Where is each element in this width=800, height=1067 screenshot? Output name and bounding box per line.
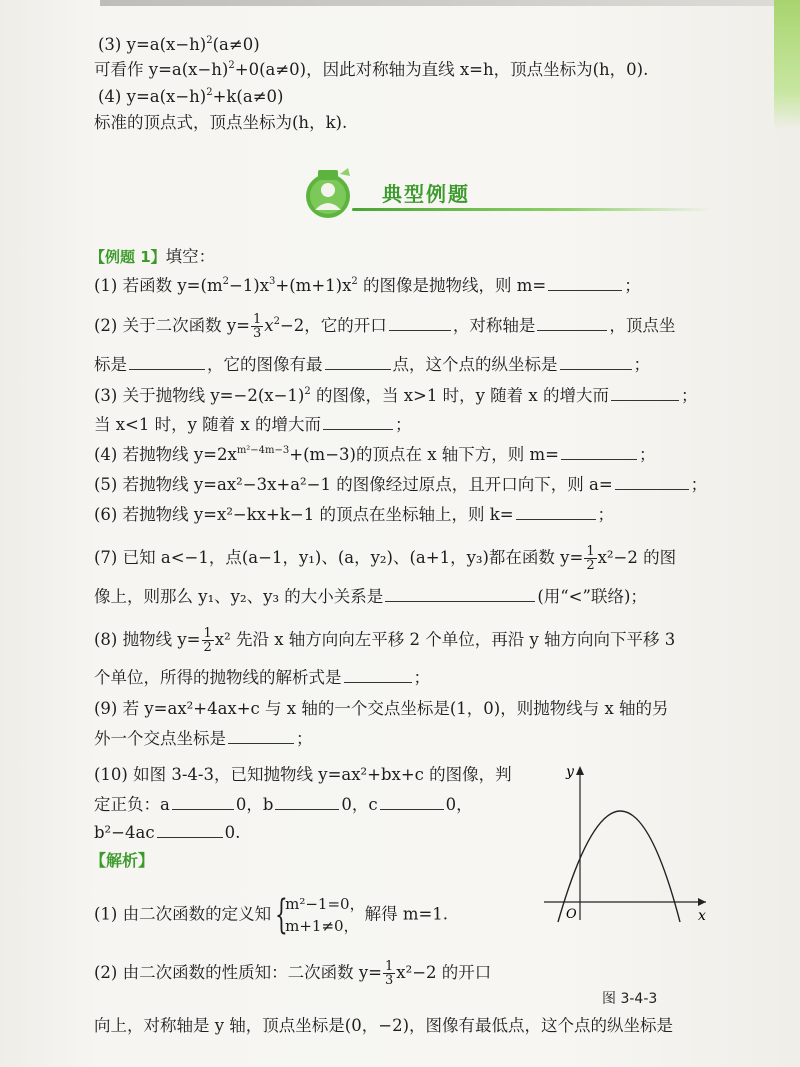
answer-blank[interactable] (344, 666, 412, 683)
question-10c: b²−4ac 0. (94, 823, 241, 842)
fraction: $\frac{1}{3}$ (385, 959, 394, 988)
question-7b: 像上，则那么 y₁、y₂、y₃ 的大小关系是 (用“<”联络)； (94, 587, 647, 606)
answer-blank[interactable] (537, 314, 607, 331)
question-9: (9) 若 y=ax²+4ax+c 与 x 轴的一个交点坐标是(1，0)，则抛物线与 x 轴的另 (94, 699, 669, 718)
answer-blank[interactable] (389, 314, 451, 331)
example-tag: 【例题 1】 (90, 248, 166, 266)
y-axis-label: y (566, 764, 574, 780)
answer-blank[interactable] (548, 274, 622, 291)
answer-blank[interactable] (129, 353, 205, 370)
question-7: (7) 已知 a<−1，点(a−1，y₁)、(a，y₂)、(a+1，y₃)都在函数 y= $\frac{1}{2}$ x²−2 的图 (94, 544, 677, 573)
question-8: (8) 抛物线 y= $\frac{1}{2}$ x² 先沿 x 轴方向向左平移 2 个单位，再沿 y 轴方向向下平移 3 (94, 626, 676, 655)
intro-line-3b: 可看作 $y=a(x-h)^2+0(a\ne 0)$，因此对称轴为直线 x=h，顶点坐标为(h，0). (94, 60, 649, 79)
parabola-curve (558, 811, 680, 922)
intro-line-4b: 标准的顶点式，顶点坐标为(h，k). (94, 113, 348, 132)
answer-blank[interactable] (561, 443, 637, 460)
question-10b: 定正负：a 0，b 0，c 0， (94, 795, 473, 814)
green-page-edge (774, 0, 800, 130)
question-1: (1) 若函数 $y=(m^2-1)x^3+(m+1)x^2$ 的图像是抛物线，则 m= ； (94, 276, 641, 295)
teacher-icon (300, 166, 358, 222)
fraction: $\frac{1}{3}$ (253, 312, 262, 341)
answer-blank[interactable] (385, 585, 535, 602)
section-rule (352, 208, 712, 211)
question-3: (3) 关于抛物线 $y=-2(x-1)^2$ 的图像，当 x>1 时，y 随着 x 的增大而 ； (94, 386, 698, 405)
answer-blank[interactable] (380, 793, 444, 810)
intro-line-4: (4) $y=a(x-h)^2+k(a\ne 0)$ (98, 87, 284, 106)
answer-blank[interactable] (275, 793, 339, 810)
question-2b: 标是 ，它的图像有最 点，这个点的纵坐标是 ； (94, 355, 650, 374)
y-axis-arrow (576, 766, 584, 775)
analysis-2: (2) 由二次函数的性质知：二次函数 y= $\frac{1}{3}$ x²−2 的开口 (94, 959, 492, 988)
question-6: (6) 若抛物线 y=x²−kx+k−1 的顶点在坐标轴上，则 k= ； (94, 505, 615, 524)
answer-blank[interactable] (325, 353, 391, 370)
parabola-figure (536, 760, 716, 925)
question-2: (2) 关于二次函数 y= $\frac{1}{3}$ $x^2-2$，它的开口 ，对称轴是 ，顶点坐 (94, 312, 676, 341)
equation-system: { m²−1=0， m+1≠0， (275, 892, 365, 938)
question-3b: 当 x<1 时，y 随着 x 的增大而 ； (94, 415, 412, 434)
question-10: (10) 如图 3-4-3，已知抛物线 y=ax²+bx+c 的图像，判 (94, 765, 512, 784)
answer-blank[interactable] (615, 473, 689, 490)
answer-blank[interactable] (172, 793, 234, 810)
section-header (300, 166, 720, 222)
origin-label: O (566, 907, 577, 922)
x-axis-arrow (698, 898, 706, 906)
analysis-heading (90, 849, 154, 873)
intro-line-3: (3) $y=a(x-h)^2(a\ne 0)$ (98, 35, 260, 54)
section-title: 典型例题 (382, 182, 470, 206)
question-4: (4) 若抛物线 $y=2x^{m^2-4m-3}+(m-3)$的顶点在 x 轴下方，则 m= ； (94, 445, 656, 464)
figure-caption: 图 3-4-3 (602, 991, 658, 1007)
analysis-2b: 向上，对称轴是 y 轴，顶点坐标是(0，−2)，图像有最低点，这个点的纵坐标是 (94, 1016, 674, 1035)
answer-blank[interactable] (157, 821, 223, 838)
question-9b: 外一个交点坐标是 ； (94, 729, 313, 748)
answer-blank[interactable] (560, 353, 632, 370)
fraction: $\frac{1}{2}$ (586, 544, 595, 573)
question-8b: 个单位，所得的抛物线的解析式是 ； (94, 668, 430, 687)
page-top-edge (100, 0, 800, 6)
answer-blank[interactable] (228, 727, 294, 744)
x-axis-label: x (698, 908, 706, 924)
question-5: (5) 若抛物线 y=ax²−3x+a²−1 的图像经过原点，且开口向下，则 a= ； (94, 475, 708, 494)
answer-blank[interactable] (611, 384, 679, 401)
analysis-tag: 【解析】 (90, 851, 155, 870)
example-heading: 【例题 1】填空： (90, 247, 216, 266)
analysis-1: (1) 由二次函数的定义知 { m²−1=0， m+1≠0， 解得 m=1. (94, 892, 449, 938)
answer-blank[interactable] (323, 413, 393, 430)
fraction: $\frac{1}{2}$ (203, 626, 212, 655)
answer-blank[interactable] (516, 503, 596, 520)
